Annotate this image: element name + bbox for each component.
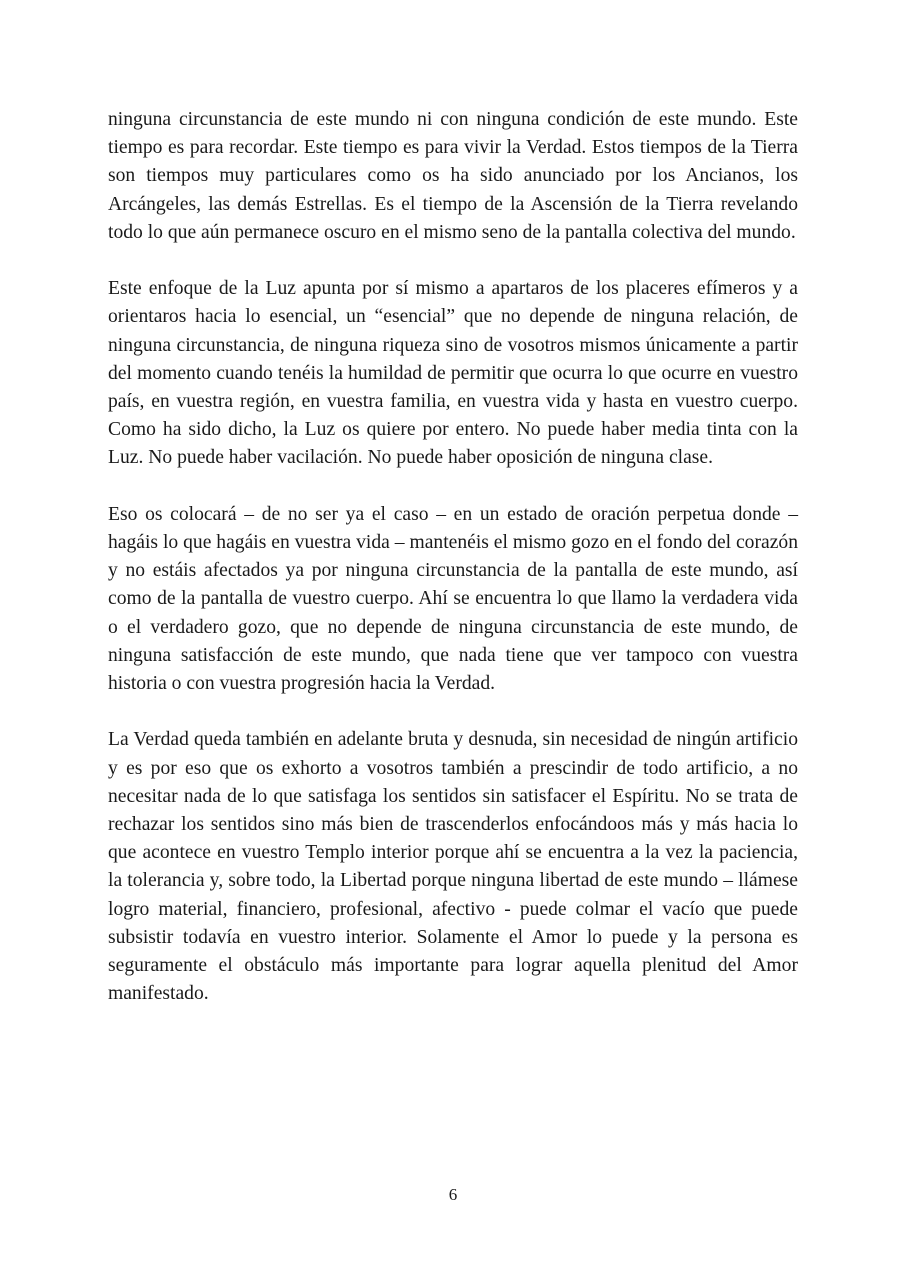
paragraph-3: Eso os colocará – de no ser ya el caso – en un estado de oración perpetua donde – hagáis lo que hagáis en vuestra vida – mantenéis el mismo gozo en el fondo del corazón y no estáis afectados ya por ninguna circunstancia de la pantalla de este mundo, así como de la pantalla de vuestro cuerpo. Ahí se encuentra lo que llamo la verdadera vida o el verdadero gozo, que no depende de ninguna circunstancia de este mundo, de ninguna satisfacción de este mundo, que nada tiene que ver tampoco con vuestra historia o con vuestra progresión hacia la Verdad. bbox=[108, 503, 798, 695]
page-number: 6 bbox=[448, 1185, 458, 1204]
paragraph-1: ninguna circunstancia de este mundo ni con ninguna condición de este mundo. Este tiempo es para recordar. Este tiempo es para vivir la Verdad. Estos tiempos de la Tierra son tiempos muy particulares como os ha sido anunciado por los Ancianos, los Arcángeles, las demás Estrellas. Es el tiempo de la Ascensión de la Tierra revelando todo lo que aún permanece oscuro en el mismo seno de la pantalla colectiva del mundo. bbox=[108, 109, 798, 243]
paragraph-4: La Verdad queda también en adelante bruta y desnuda, sin necesidad de ningún artificio y es por eso que os exhorto a vosotros también a prescindir de todo artificio, a no necesitar nada de lo que satisfaga los sentidos sin satisfacer el Espíritu. No se trata de rechazar los sentidos sino más bien de trascenderlos enfocándoos más y más hacia lo que acontece en vuestro Templo interior porque ahí se encuentra a la vez la paciencia, la tolerancia y, sobre todo, la Libertad porque ninguna libertad de este mundo – llámese logro material, financiero, profesional, afectivo - puede colmar el vacío que puede subsistir todavía en vuestro interior. Solamente el Amor lo puede y la persona es seguramente el obstáculo más importante para lograr aquella plenitud del Amor manifestado. bbox=[108, 729, 798, 1005]
body-text bbox=[108, 106, 798, 1037]
paragraph-2: Este enfoque de la Luz apunta por sí mismo a apartaros de los placeres efímeros y a orientaros hacia lo esencial, un “esencial” que no depende de ninguna relación, de ninguna circunstancia, de ninguna riqueza sino de vosotros mismos únicamente a partir del momento cuando tenéis la humildad de permitir que ocurra lo que ocurre en vuestro país, en vuestra región, en vuestra familia, en vuestra vida y hasta en vuestro cuerpo. Como ha sido dicho, la Luz os quiere por entero. No puede haber media tinta con la Luz. No puede haber vacilación. No puede haber oposición de ninguna clase. bbox=[108, 278, 798, 469]
